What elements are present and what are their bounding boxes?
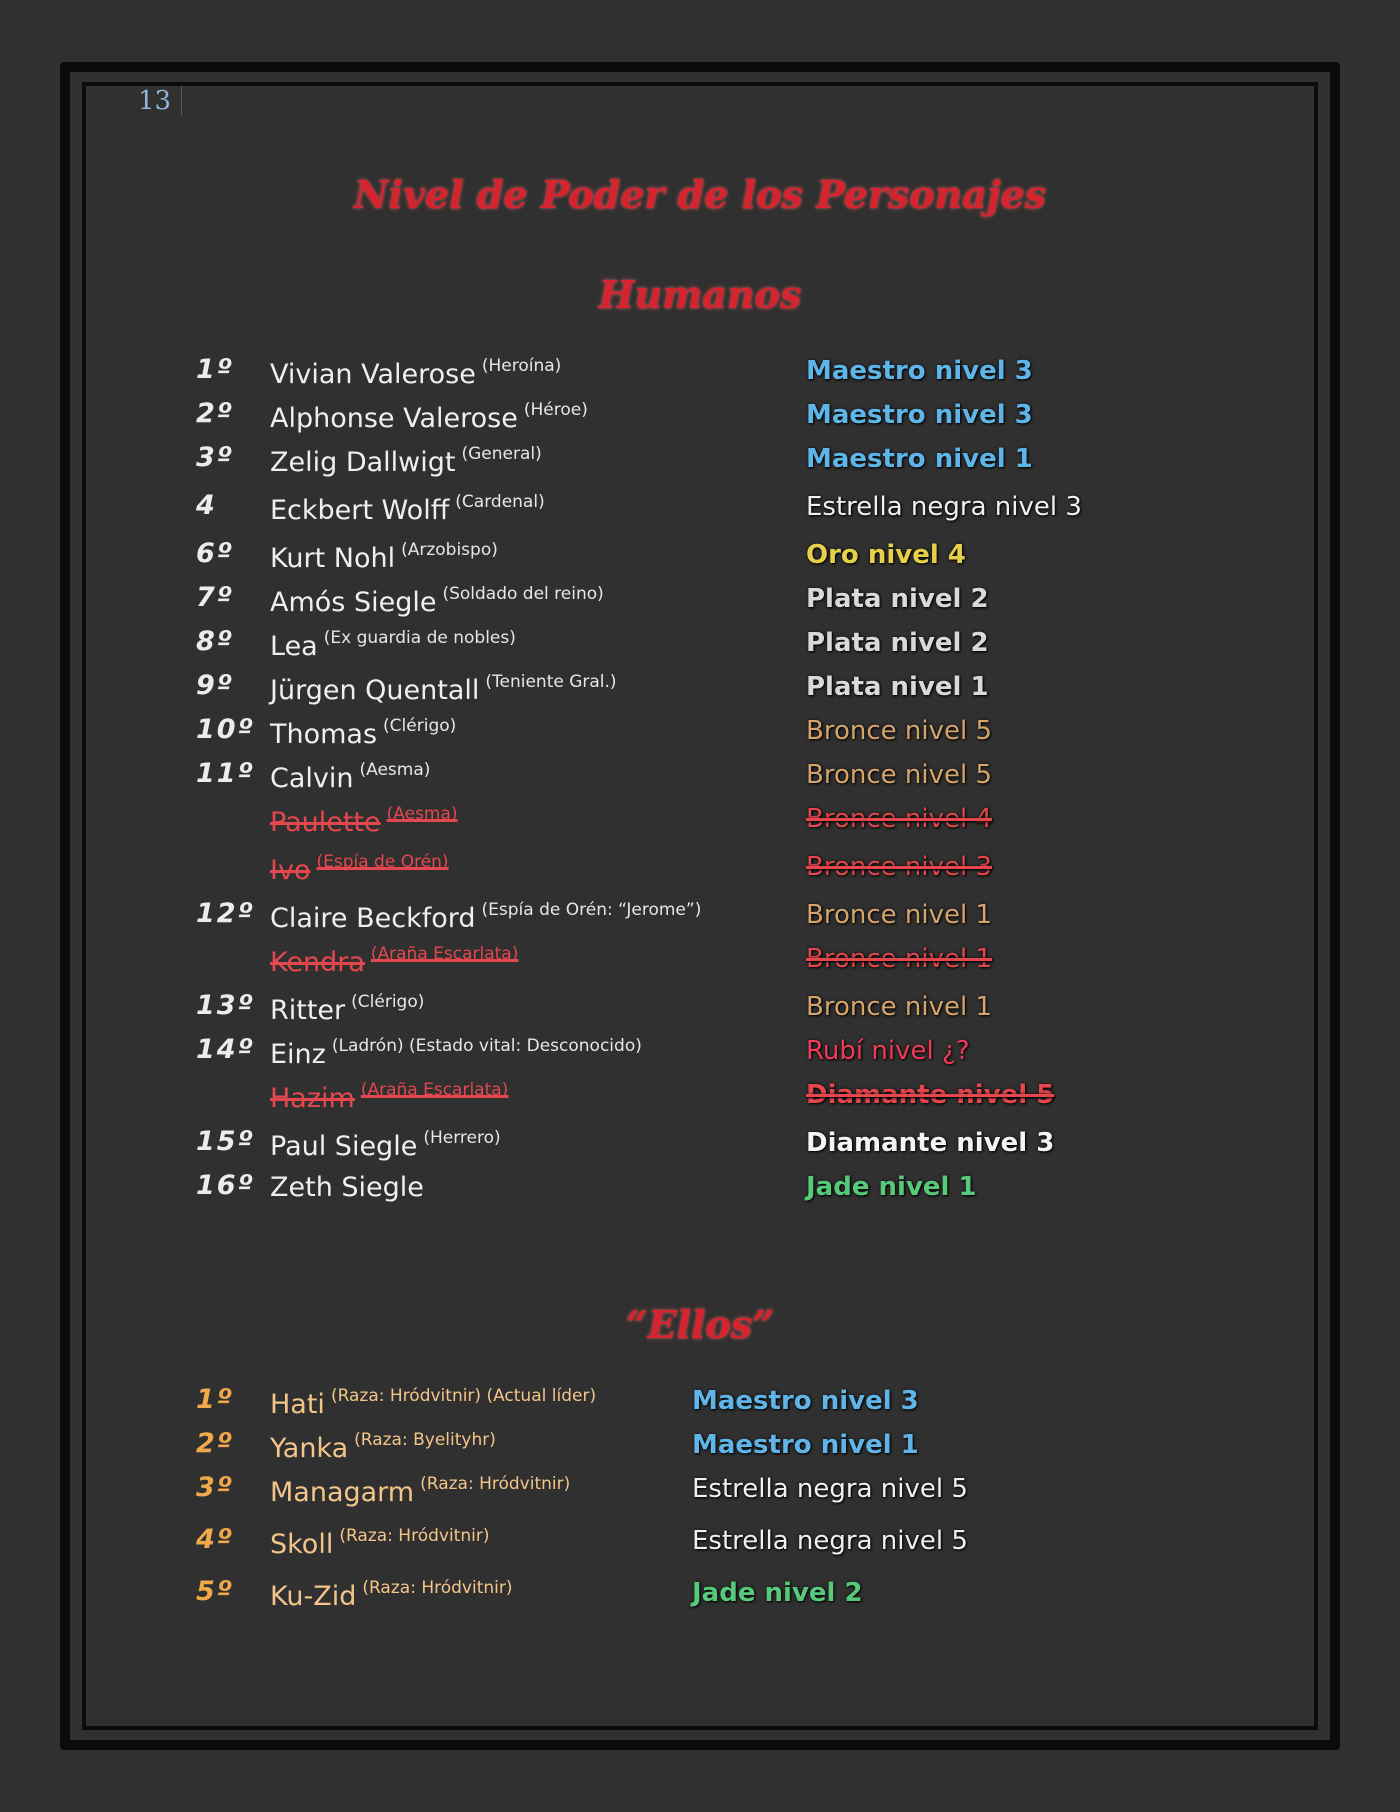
table-row bbox=[0, 1518, 1400, 1562]
rank: 11º bbox=[196, 758, 255, 789]
rank: 3º bbox=[196, 442, 235, 473]
character-name bbox=[270, 1172, 424, 1203]
section-title-ellos: “Ellos” bbox=[625, 1302, 775, 1347]
character-name-text: Paul Siegle bbox=[270, 1131, 418, 1162]
character-name bbox=[270, 1036, 642, 1070]
rank: 2º bbox=[196, 398, 235, 429]
character-name-text: Amós Siegle bbox=[270, 587, 437, 618]
power-level: Maestro nivel 3 bbox=[692, 1386, 919, 1416]
character-name-text: Claire Beckford bbox=[270, 903, 476, 934]
character-note: (Herrero) bbox=[423, 1128, 501, 1148]
table-row bbox=[0, 1378, 1400, 1422]
character-name bbox=[270, 944, 518, 978]
rank: 1º bbox=[196, 1384, 235, 1415]
power-level: Estrella negra nivel 3 bbox=[806, 492, 1082, 522]
power-level: Diamante nivel 5 bbox=[806, 1080, 1055, 1110]
character-note: (Soldado del reino) bbox=[442, 584, 604, 604]
character-name bbox=[270, 492, 545, 526]
power-level: Bronce nivel 4 bbox=[806, 804, 993, 834]
character-name-text: Eckbert Wolff bbox=[270, 495, 450, 526]
table-row bbox=[0, 752, 1400, 796]
character-name bbox=[270, 1128, 501, 1162]
rank: 14º bbox=[196, 1034, 255, 1065]
character-note: (Araña Escarlata) bbox=[370, 944, 519, 964]
character-note: (Araña Escarlata) bbox=[360, 1080, 509, 1100]
character-name bbox=[270, 1578, 512, 1612]
character-note: (General) bbox=[461, 444, 542, 464]
rank: 13º bbox=[196, 990, 255, 1021]
character-name-text: Ivo bbox=[270, 855, 311, 886]
character-name bbox=[270, 444, 542, 478]
character-note: (Raza: Hródvitnir) bbox=[420, 1474, 571, 1494]
character-name bbox=[270, 1526, 489, 1560]
table-row bbox=[0, 1028, 1400, 1072]
power-level: Bronce nivel 1 bbox=[806, 900, 993, 930]
table-row bbox=[0, 1164, 1400, 1208]
character-name-text: Zeth Siegle bbox=[270, 1172, 424, 1203]
rank: 1º bbox=[196, 354, 235, 385]
table-row bbox=[0, 436, 1400, 480]
character-name-text: Yanka bbox=[270, 1433, 349, 1464]
power-level: Maestro nivel 3 bbox=[806, 400, 1033, 430]
table-row bbox=[0, 1120, 1400, 1164]
character-note: (Clérigo) bbox=[383, 716, 457, 736]
rank: 4 bbox=[196, 490, 217, 521]
character-note: (Raza: Byelityhr) bbox=[354, 1430, 496, 1450]
table-row bbox=[0, 708, 1400, 752]
character-note: (Raza: Hródvitnir) bbox=[339, 1526, 490, 1546]
character-name bbox=[270, 900, 701, 934]
rank: 5º bbox=[196, 1576, 235, 1607]
power-level: Rubí nivel ¿? bbox=[806, 1036, 970, 1066]
table-row bbox=[0, 1422, 1400, 1466]
table-row bbox=[0, 1570, 1400, 1614]
character-name bbox=[270, 1474, 570, 1508]
power-level: Plata nivel 1 bbox=[806, 672, 989, 702]
rank: 9º bbox=[196, 670, 235, 701]
character-note: (Aesma) bbox=[359, 760, 431, 780]
power-level: Bronce nivel 5 bbox=[806, 716, 993, 746]
character-note: (Teniente Gral.) bbox=[485, 672, 617, 692]
rank: 6º bbox=[196, 538, 235, 569]
character-note: (Héroe) bbox=[523, 400, 588, 420]
character-name bbox=[270, 716, 456, 750]
character-name-text: Skoll bbox=[270, 1529, 334, 1560]
character-name-text: Ritter bbox=[270, 995, 346, 1026]
rank: 15º bbox=[196, 1126, 255, 1157]
character-note: (Espía de Orén) bbox=[316, 852, 449, 872]
power-level: Plata nivel 2 bbox=[806, 584, 989, 614]
table-row bbox=[0, 484, 1400, 528]
character-note: (Heroína) bbox=[481, 356, 562, 376]
character-note: (Raza: Hródvitnir) bbox=[362, 1578, 513, 1598]
character-note: (Ladrón) (Estado vital: Desconocido) bbox=[331, 1036, 642, 1056]
character-name bbox=[270, 1386, 596, 1420]
table-row bbox=[0, 620, 1400, 664]
character-name-text: Einz bbox=[270, 1039, 326, 1070]
character-note: (Arzobispo) bbox=[401, 540, 498, 560]
character-name bbox=[270, 1430, 496, 1464]
character-name-text: Calvin bbox=[270, 763, 354, 794]
power-level: Maestro nivel 1 bbox=[806, 444, 1033, 474]
rank: 4º bbox=[196, 1524, 235, 1555]
power-level: Bronce nivel 1 bbox=[806, 992, 993, 1022]
character-name-text: Ku-Zid bbox=[270, 1581, 357, 1612]
character-name bbox=[270, 804, 458, 838]
character-name bbox=[270, 760, 430, 794]
rank: 2º bbox=[196, 1428, 235, 1459]
table-row bbox=[0, 1466, 1400, 1510]
character-name bbox=[270, 540, 498, 574]
table-row bbox=[0, 796, 1400, 840]
page-number: 13 bbox=[138, 86, 182, 116]
table-row bbox=[0, 392, 1400, 436]
character-name-text: Alphonse Valerose bbox=[270, 403, 518, 434]
character-name bbox=[270, 628, 516, 662]
table-row bbox=[0, 892, 1400, 936]
table-row bbox=[0, 664, 1400, 708]
rank: 12º bbox=[196, 898, 255, 929]
table-row bbox=[0, 844, 1400, 888]
rank: 7º bbox=[196, 582, 235, 613]
table-row bbox=[0, 1072, 1400, 1116]
power-level: Estrella negra nivel 5 bbox=[692, 1474, 968, 1504]
character-note: (Cardenal) bbox=[455, 492, 545, 512]
character-name bbox=[270, 672, 617, 706]
character-name-text: Kendra bbox=[270, 947, 365, 978]
character-name-text: Zelig Dallwigt bbox=[270, 447, 456, 478]
rank: 10º bbox=[196, 714, 255, 745]
section-title-humanos: Humanos bbox=[598, 272, 802, 317]
rank: 16º bbox=[196, 1170, 255, 1201]
character-name-text: Thomas bbox=[270, 719, 378, 750]
power-level: Maestro nivel 1 bbox=[692, 1430, 919, 1460]
character-name bbox=[270, 356, 561, 390]
character-note: (Aesma) bbox=[386, 804, 458, 824]
character-name bbox=[270, 852, 449, 886]
power-level: Jade nivel 1 bbox=[806, 1172, 977, 1202]
character-note: (Raza: Hródvitnir) (Actual líder) bbox=[330, 1386, 597, 1406]
character-name-text: Lea bbox=[270, 631, 318, 662]
power-level: Estrella negra nivel 5 bbox=[692, 1526, 968, 1556]
power-level: Plata nivel 2 bbox=[806, 628, 989, 658]
table-row bbox=[0, 532, 1400, 576]
character-name-text: Paulette bbox=[270, 807, 381, 838]
power-level: Diamante nivel 3 bbox=[806, 1128, 1055, 1158]
power-level: Bronce nivel 5 bbox=[806, 760, 993, 790]
character-name bbox=[270, 400, 588, 434]
power-level: Jade nivel 2 bbox=[692, 1578, 863, 1608]
character-note: (Ex guardia de nobles) bbox=[323, 628, 516, 648]
table-row bbox=[0, 984, 1400, 1028]
table-row bbox=[0, 936, 1400, 980]
power-level: Bronce nivel 1 bbox=[806, 944, 993, 974]
character-note: (Clérigo) bbox=[351, 992, 425, 1012]
power-level: Oro nivel 4 bbox=[806, 540, 966, 570]
character-name-text: Vivian Valerose bbox=[270, 359, 476, 390]
power-level: Maestro nivel 3 bbox=[806, 356, 1033, 386]
character-name bbox=[270, 1080, 508, 1114]
table-row bbox=[0, 348, 1400, 392]
character-name-text: Managarm bbox=[270, 1477, 415, 1508]
character-name bbox=[270, 584, 604, 618]
table-row bbox=[0, 576, 1400, 620]
page-title: Nivel de Poder de los Personajes bbox=[353, 172, 1047, 217]
character-name-text: Jürgen Quentall bbox=[270, 675, 480, 706]
power-level: Bronce nivel 3 bbox=[806, 852, 993, 882]
character-name-text: Kurt Nohl bbox=[270, 543, 396, 574]
rank: 3º bbox=[196, 1472, 235, 1503]
character-name bbox=[270, 992, 424, 1026]
character-name-text: Hazim bbox=[270, 1083, 355, 1114]
character-name-text: Hati bbox=[270, 1389, 325, 1420]
rank: 8º bbox=[196, 626, 235, 657]
character-note: (Espía de Orén: “Jerome”) bbox=[481, 900, 702, 920]
